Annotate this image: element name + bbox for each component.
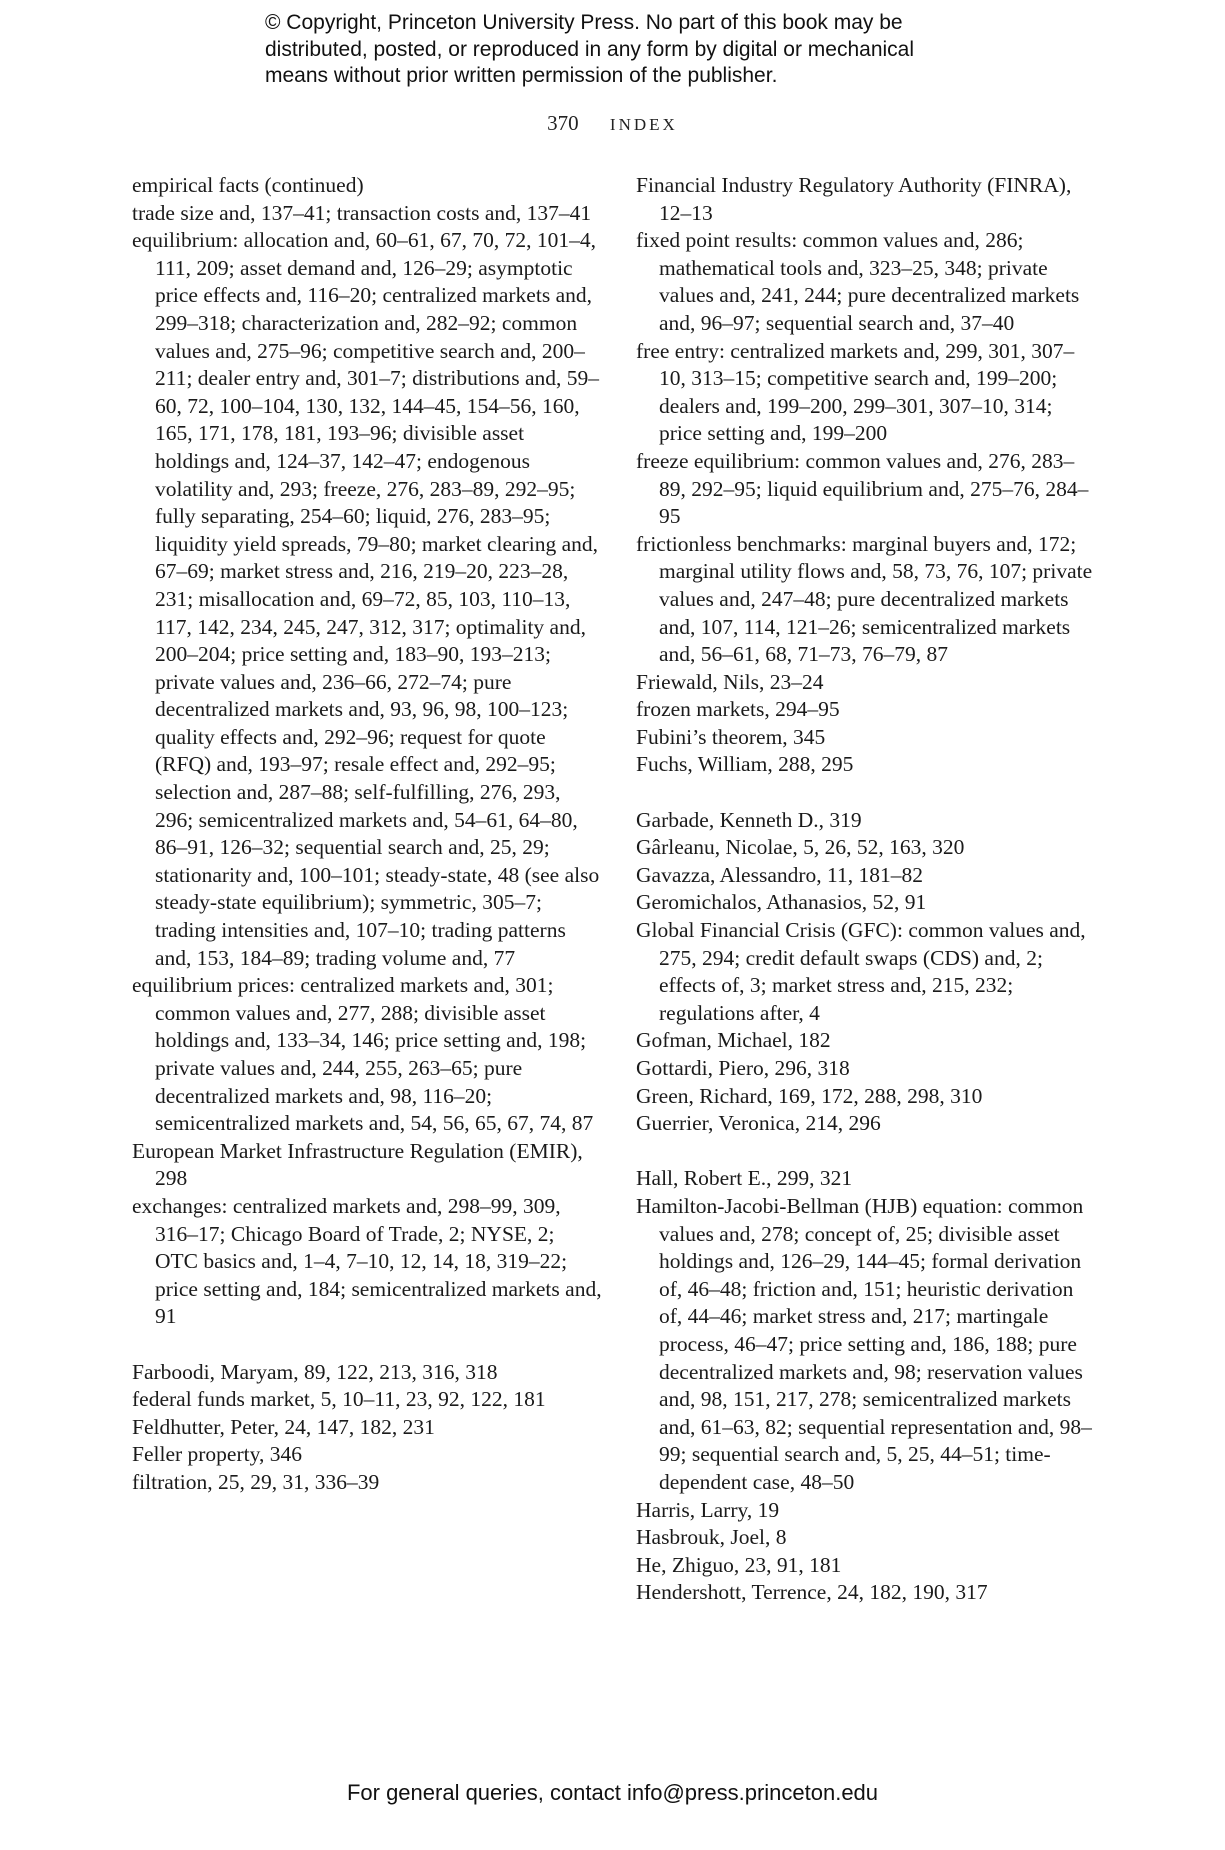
index-entry: Gârleanu, Nicolae, 5, 26, 52, 163, 320: [636, 835, 965, 860]
copyright-line-1: © Copyright, Princeton University Press. No part of this book may be: [265, 11, 903, 34]
index-entry: Hamilton-Jacobi-Bellman (HJB) equation: common values and, 278; concept of, 25; divisible asset holdings and, 126–29, 144–45; formal derivation of, 46–48; friction and, 151; heuristic derivation of, 44–46; market stress and, 217; martingale process, 46–47; price setting and, 186, 188; pure decentralized markets and, 98; reservation values and, 98, 151, 217, 278; semicentralized markets and, 61–63, 82; sequential representation and, 98–99; sequential search and, 5, 25, 44–51; time-dependent case, 48–50: [636, 1193, 1092, 1494]
index-entry: free entry: centralized markets and, 299, 301, 307–10, 313–15; competitive search and, 199–200; dealers and, 199–200, 299–301, 307–10, 314; price setting and, 199–200: [636, 338, 1075, 446]
index-entry: empirical facts (continued): [132, 173, 364, 197]
index-entry: trade size and, 137–41; transaction costs and, 137–41: [132, 200, 592, 225]
index-entry: Garbade, Kenneth D., 319: [636, 807, 862, 832]
index-entry: European Market Infrastructure Regulation (EMIR), 298: [132, 1138, 583, 1191]
index-column-left: [132, 172, 602, 1497]
index-entry: frictionless benchmarks: marginal buyers and, 172; marginal utility flows and, 58, 73, 76, 107; private values and, 247–48; pure decentralized markets and, 107, 114, 121–26; semicentralized markets and, 56–61, 68, 71–73, 76–79, 87: [636, 531, 1093, 667]
index-entry: Global Financial Crisis (GFC): common values and, 275, 294; credit default swaps (CDS) and, 2; effects of, 3; market stress and, 215, 232; regulations after, 4: [636, 918, 1086, 1025]
index-column-right: [636, 172, 1098, 1607]
index-entry: Friewald, Nils, 23–24: [636, 669, 824, 694]
index-entry: Farboodi, Maryam, 89, 122, 213, 316, 318: [132, 1359, 498, 1384]
index-entry: Hendershott, Terrence, 24, 182, 190, 317: [636, 1580, 988, 1605]
index-entry: Hasbrouk, Joel, 8: [636, 1525, 787, 1550]
index-entry: Financial Industry Regulatory Authority (FINRA), 12–13: [636, 173, 1072, 225]
index-entry: filtration, 25, 29, 31, 336–39: [132, 1469, 380, 1494]
index-entry: Fuchs, William, 288, 295: [636, 752, 854, 777]
running-head: [0, 111, 1225, 136]
footer-contact: For general queries, contact info@press.princeton.edu: [346, 1780, 879, 1805]
page-title: INDEX: [609, 115, 678, 134]
index-entry: Hall, Robert E., 299, 321: [636, 1166, 853, 1191]
index-entry: Geromichalos, Athanasios, 52, 91: [636, 890, 927, 915]
index-entry: Harris, Larry, 19: [636, 1497, 780, 1522]
index-entry: exchanges: centralized markets and, 298–99, 309, 316–17; Chicago Board of Trade, 2; NYSE, 2; OTC basics and, 1–4, 7–10, 12, 14, 18, 319–22; price setting and, 184; semicentralized markets and, 91: [132, 1193, 602, 1329]
index-entry: federal funds market, 5, 10–11, 23, 92, 122, 181: [132, 1387, 546, 1412]
copyright-notice: [265, 10, 1025, 90]
index-entry: Gofman, Michael, 182: [636, 1028, 831, 1053]
index-entry: Gavazza, Alessandro, 11, 181–82: [636, 862, 923, 887]
index-entry: Green, Richard, 169, 172, 288, 298, 310: [636, 1083, 983, 1108]
index-entry: He, Zhiguo, 23, 91, 181: [636, 1552, 842, 1577]
page-number: 370: [547, 111, 579, 135]
index-entry: Feldhutter, Peter, 24, 147, 182, 231: [132, 1414, 435, 1439]
copyright-line-3: means without prior written permission of the publisher.: [265, 64, 778, 87]
index-entry: freeze equilibrium: common values and, 276, 283–89, 292–95; liquid equilibrium and, 275–76, 284–95: [636, 448, 1089, 529]
index-entry: fixed point results: common values and, 286; mathematical tools and, 323–25, 348; private values and, 241, 244; pure decentralized markets and, 96–97; sequential search and, 37–40: [636, 228, 1080, 335]
index-entry: Fubini’s theorem, 345: [636, 724, 826, 749]
index-entry: equilibrium: allocation and, 60–61, 67, 70, 72, 101–4, 111, 209; asset demand and, 126–29; asymptotic price effects and, 116–20; centralized markets and, 299–318; characterization and, 282–92; common values and, 275–96; competitive search and, 200–211; dealer entry and, 301–7; distributions and, 59–60, 72, 100–104, 130, 132, 144–45, 154–56, 160, 165, 171, 178, 181, 193–96; divisible asset holdings and, 124–37, 142–47; endogenous volatility and, 293; freeze, 276, 283–89, 292–95; fully separating, 254–60; liquid, 276, 283–95; liquidity yield spreads, 79–80; market clearing and, 67–69; market stress and, 216, 219–20, 223–28, 231; misallocation and, 69–72, 85, 103, 110–13, 117, 142, 234, 245, 247, 312, 317; optimality and, 200–204; price setting and, 183–90, 193–213; private values and, 236–66, 272–74; pure decentralized markets and, 93, 96, 98, 100–123; quality effects and, 292–96; request for quote (RFQ) and, 193–97; resale effect and, 292–95; selection and, 287–88; self-fulfilling, 276, 293, 296; semicentralized markets and, 54–61, 64–80, 86–91, 126–32; sequential search and, 25, 29; stationarity and, 100–101; steady-state, 48 (see also steady-state equilibrium); symmetric, 305–7; trading intensities and, 107–10; trading patterns and, 153, 184–89; trading volume and, 77: [132, 228, 600, 970]
index-entry: equilibrium prices: centralized markets and, 301; common values and, 277, 288; divisible asset holdings and, 133–34, 146; price setting and, 198; private values and, 244, 255, 263–65; pure decentralized markets and, 98, 116–20; semicentralized markets and, 54, 56, 65, 67, 74, 87: [132, 973, 594, 1136]
copyright-line-2: distributed, posted, or reproduced in any form by digital or mechanical: [265, 37, 915, 61]
index-entry: frozen markets, 294–95: [636, 697, 840, 722]
index-entry: Gottardi, Piero, 296, 318: [636, 1056, 850, 1080]
index-entry: Guerrier, Veronica, 214, 296: [636, 1111, 881, 1136]
index-entry: Feller property, 346: [132, 1442, 302, 1467]
